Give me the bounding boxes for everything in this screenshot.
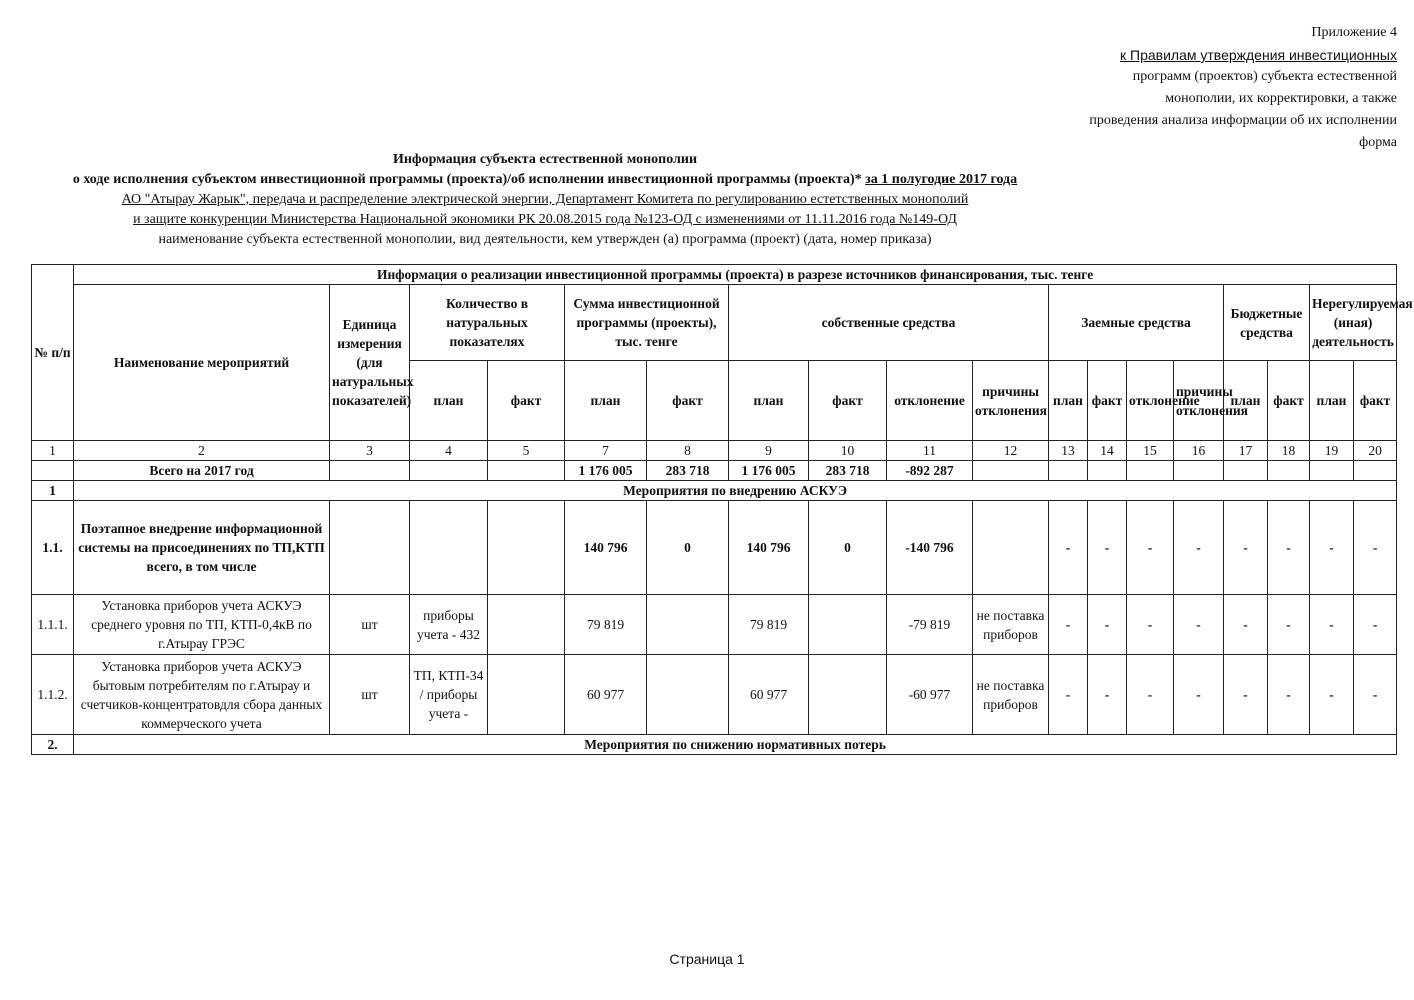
dash-cell: -: [1174, 655, 1224, 735]
row-own-fact: 0: [809, 501, 887, 595]
dash-cell: -: [1127, 655, 1174, 735]
col-num: 9: [729, 441, 809, 461]
header-loan: Заемные средства: [1049, 285, 1224, 361]
header-reasons: причины отклонения: [1174, 361, 1224, 441]
header-plan: план: [565, 361, 647, 441]
header-num: № п/п: [32, 265, 74, 441]
subject-line: и защите конкуренции Министерства Национальной экономики РК 20.08.2015 года №123-ОД с изменениями от 11.11.2016 года №149-ОД: [133, 212, 957, 227]
dash-cell: -: [1224, 655, 1268, 735]
row-qty-plan: приборы учета - 432: [410, 595, 488, 655]
total-sum-plan: 1 176 005: [565, 461, 647, 481]
col-num: 11: [887, 441, 973, 461]
document-title: [0, 150, 1090, 250]
row-unit: шт: [330, 655, 410, 735]
appendix-line: форма: [1359, 135, 1397, 150]
appendix-header: [1089, 22, 1397, 154]
col-num: 2: [74, 441, 330, 461]
row-own-deviation: -79 819: [887, 595, 973, 655]
col-num: 12: [973, 441, 1049, 461]
col-num: 13: [1049, 441, 1088, 461]
dash-cell: -: [1354, 595, 1397, 655]
dash-cell: -: [1354, 655, 1397, 735]
section-num: 2.: [32, 735, 74, 755]
table-row: [32, 501, 1397, 595]
header-fact: факт: [1354, 361, 1397, 441]
row-sum-fact: 0: [647, 501, 729, 595]
col-num: 19: [1310, 441, 1354, 461]
col-num: 17: [1224, 441, 1268, 461]
row-sum-plan: 140 796: [565, 501, 647, 595]
header-sum: Сумма инвестиционной программы (проекты), тыс. тенге: [565, 285, 729, 361]
header-plan: план: [729, 361, 809, 441]
header-info: Информация о реализации инвестиционной программы (проекта) в разрезе источников финансирования, тыс. тенге: [74, 265, 1397, 285]
header-own: собственные средства: [729, 285, 1049, 361]
row-sum-plan: 60 977: [565, 655, 647, 735]
header-plan: план: [410, 361, 488, 441]
dash-cell: -: [1088, 501, 1127, 595]
row-reason: не поставка приборов: [973, 595, 1049, 655]
header-fact: факт: [1088, 361, 1127, 441]
total-own-plan: 1 176 005: [729, 461, 809, 481]
dash-cell: -: [1174, 501, 1224, 595]
header-unit: Единица измерения (для натуральных показателей): [330, 285, 410, 441]
dash-cell: -: [1268, 595, 1310, 655]
section-row: [32, 735, 1397, 755]
section-row: [32, 481, 1397, 501]
dash-cell: -: [1088, 595, 1127, 655]
page-number: Страница 1: [669, 951, 745, 967]
header-deviation: отклонение: [887, 361, 973, 441]
dash-cell: -: [1049, 595, 1088, 655]
row-num: 1.1.: [32, 501, 74, 595]
row-reason: не поставка приборов: [973, 655, 1049, 735]
title-line: [0, 170, 1090, 190]
row-num: 1.1.2.: [32, 655, 74, 735]
col-num: 3: [330, 441, 410, 461]
header-plan: план: [1049, 361, 1088, 441]
row-unit: шт: [330, 595, 410, 655]
header-budget: Бюджетные средства: [1224, 285, 1310, 361]
total-own-deviation: -892 287: [887, 461, 973, 481]
col-num: 14: [1088, 441, 1127, 461]
col-num: 1: [32, 441, 74, 461]
col-num: 8: [647, 441, 729, 461]
row-qty-plan: ТП, КТП-34 / приборы учета -: [410, 655, 488, 735]
dash-cell: -: [1268, 501, 1310, 595]
col-num: 10: [809, 441, 887, 461]
col-num: 20: [1354, 441, 1397, 461]
section-title: Мероприятия по внедрению АСКУЭ: [74, 481, 1397, 501]
header-reasons: причины отклонения: [973, 361, 1049, 441]
appendix-line: Приложение 4: [1311, 25, 1397, 40]
dash-cell: -: [1127, 501, 1174, 595]
appendix-line: программ (проектов) субъекта естественной: [1132, 69, 1397, 84]
total-label: Всего на 2017 год: [74, 461, 330, 481]
row-name: Установка приборов учета АСКУЭ бытовым потребителям по г.Атырау и счетчиков-концентратовдля сбора данных коммерческого учета: [74, 655, 330, 735]
dash-cell: -: [1310, 595, 1354, 655]
col-num: 4: [410, 441, 488, 461]
title-main: о ходе исполнения субъектом инвестиционной программы (проекта)/об исполнении инвестиционной программы (проекта)*: [72, 172, 862, 187]
header-qty: Количество в натуральных показателях: [410, 285, 565, 361]
total-own-fact: 283 718: [809, 461, 887, 481]
header-fact: факт: [1268, 361, 1310, 441]
appendix-line: к Правилам утверждения инвестиционных: [1120, 47, 1397, 63]
dash-cell: -: [1049, 655, 1088, 735]
row-name: Поэтапное внедрение информационной системы на присоединениях по ТП,КТП всего, в том числе: [74, 501, 330, 595]
dash-cell: -: [1354, 501, 1397, 595]
dash-cell: -: [1174, 595, 1224, 655]
header-fact: факт: [488, 361, 565, 441]
appendix-line: проведения анализа информации об их исполнении: [1089, 113, 1397, 128]
row-num: 1.1.1.: [32, 595, 74, 655]
row-own-plan: 60 977: [729, 655, 809, 735]
investment-table: [31, 264, 1413, 755]
header-plan: план: [1224, 361, 1268, 441]
col-num: 15: [1127, 441, 1174, 461]
subject-caption: наименование субъекта естественной монополии, вид деятельности, кем утвержден (а) программа (проект) (дата, номер приказа): [158, 232, 932, 247]
dash-cell: -: [1310, 655, 1354, 735]
header-name: Наименование мероприятий: [74, 285, 330, 441]
row-own-deviation: -140 796: [887, 501, 973, 595]
title-period: за 1 полугодие 2017 года: [865, 172, 1018, 187]
dash-cell: -: [1224, 595, 1268, 655]
title-line: Информация субъекта естественной монополии: [392, 152, 698, 167]
row-own-plan: 79 819: [729, 595, 809, 655]
dash-cell: -: [1127, 595, 1174, 655]
dash-cell: -: [1224, 501, 1268, 595]
header-deviation: отклонение: [1127, 361, 1174, 441]
col-num: 5: [488, 441, 565, 461]
column-number-row: [32, 441, 1397, 461]
total-row: [32, 461, 1397, 481]
subject-line: АО "Атырау Жарык", передача и распределение электрической энергии, Департамент Комитета по регулированию естетственных монополий: [121, 192, 969, 207]
col-num: 7: [565, 441, 647, 461]
row-own-deviation: -60 977: [887, 655, 973, 735]
section-title: Мероприятия по снижению нормативных потерь: [74, 735, 1397, 755]
header-fact: факт: [647, 361, 729, 441]
header-unreg: Нерегулируемая (иная) деятельность: [1310, 285, 1397, 361]
dash-cell: -: [1268, 655, 1310, 735]
row-sum-plan: 79 819: [565, 595, 647, 655]
appendix-line: монополии, их корректировки, а также: [1165, 91, 1397, 106]
total-sum-fact: 283 718: [647, 461, 729, 481]
dash-cell: -: [1088, 655, 1127, 735]
row-name: Установка приборов учета АСКУЭ среднего уровня по ТП, КТП-0,4кВ по г.Атырау ГРЭС: [74, 595, 330, 655]
col-num: 16: [1174, 441, 1224, 461]
col-num: 18: [1268, 441, 1310, 461]
header-fact: факт: [809, 361, 887, 441]
dash-cell: -: [1049, 501, 1088, 595]
header-plan: план: [1310, 361, 1354, 441]
table-row: [32, 595, 1397, 655]
row-own-plan: 140 796: [729, 501, 809, 595]
section-num: 1: [32, 481, 74, 501]
dash-cell: -: [1310, 501, 1354, 595]
table-row: [32, 655, 1397, 735]
